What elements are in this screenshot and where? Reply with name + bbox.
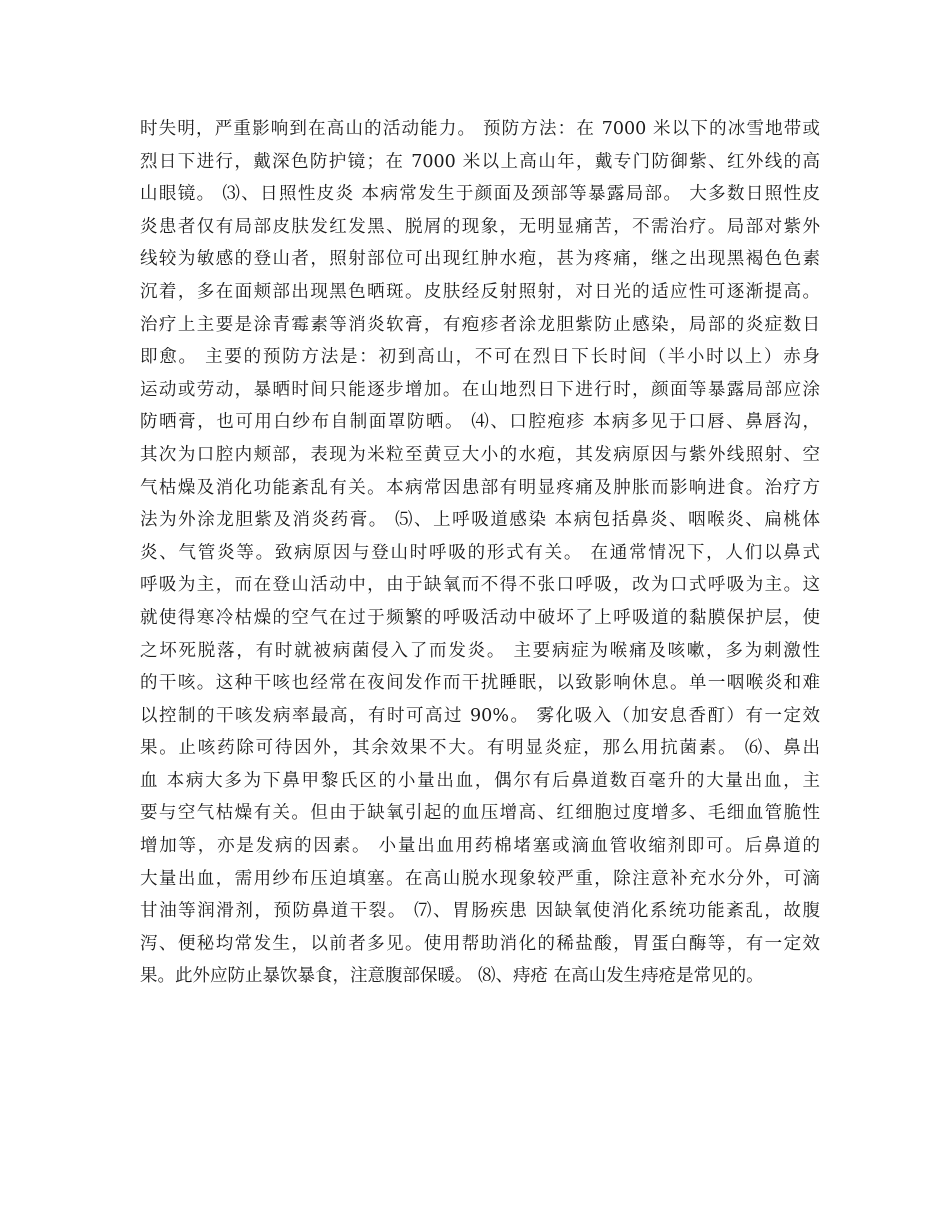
text-line: 果。此外应防止暴饮暴食，注意腹部保暖。 ⑻、痔疮 在高山发生痔疮是常见的。 xyxy=(140,966,764,987)
text-line: 山眼镜。 ⑶、日照性皮炎 本病常发生于颜面及颈部等暴露局部。 大多数日照性皮 xyxy=(140,184,820,205)
text-line: 炎、气管炎等。致病原因与登山时呼吸的形式有关。 在通常情况下，人们以鼻式 xyxy=(140,542,820,563)
text-line: 沉着，多在面颊部出现黑色晒斑。皮肤经反射照射，对日光的适应性可逐渐提高。 xyxy=(140,281,820,302)
text-line: 烈日下进行，戴深色防护镜；在 7000 米以上高山年，戴专门防御紫、红外线的高 xyxy=(140,151,820,172)
text-line: 甘油等润滑剂，预防鼻道干裂。 ⑺、胃肠疾患 因缺氧使消化系统功能紊乱，故腹 xyxy=(140,901,820,922)
text-line: 要与空气枯燥有关。但由于缺氧引起的血压增高、红细胞过度增多、毛细血管脆性 xyxy=(140,803,820,824)
text-line: 果。止咳药除可待因外，其余效果不大。有明显炎症，那么用抗菌素。 ⑹、鼻出 xyxy=(140,738,820,759)
text-line: 血 本病大多为下鼻甲黎氏区的小量出血，偶尔有后鼻道数百毫升的大量出血，主 xyxy=(140,770,820,791)
text-line: 线较为敏感的登山者，照射部位可出现红肿水疱，甚为疼痛，继之出现黑褐色色素 xyxy=(140,249,820,270)
text-line: 气枯燥及消化功能紊乱有关。本病常因患部有明显疼痛及肿胀而影响进食。治疗方 xyxy=(140,477,820,498)
text-line: 法为外涂龙胆紫及消炎药膏。 ⑸、上呼吸道感染 本病包括鼻炎、咽喉炎、扁桃体 xyxy=(140,510,820,531)
text-line: 呼吸为主，而在登山活动中，由于缺氧而不得不张口呼吸，改为口式呼吸为主。这 xyxy=(140,575,820,596)
text-line: 增加等，亦是发病的因素。 小量出血用药棉堵塞或滴血管收缩剂即可。后鼻道的 xyxy=(140,836,820,857)
text-line: 就使得寒冷枯燥的空气在过于频繁的呼吸活动中破坏了上呼吸道的黏膜保护层，使 xyxy=(140,607,820,628)
body-text xyxy=(140,113,820,993)
text-line: 即愈。 主要的预防方法是：初到高山，不可在烈日下长时间（半小时以上）赤身 xyxy=(140,347,820,368)
text-line: 运动或劳动，暴晒时间只能逐步增加。在山地烈日下进行时，颜面等暴露局部应涂 xyxy=(140,379,820,400)
text-line: 以控制的干咳发病率最高，有时可高过 90%。 雾化吸入（加安息香酊）有一定效 xyxy=(140,705,820,726)
text-line: 之坏死脱落，有时就被病菌侵入了而发炎。 主要病症为喉痛及咳嗽，多为刺激性 xyxy=(140,640,820,661)
text-line: 其次为口腔内颊部，表现为米粒至黄豆大小的水疱，其发病原因与紫外线照射、空 xyxy=(140,444,820,465)
text-line: 的干咳。这种干咳也经常在夜间发作而干扰睡眠，以致影响休息。单一咽喉炎和难 xyxy=(140,673,820,694)
text-line: 大量出血，需用纱布压迫填塞。在高山脱水现象较严重，除注意补充水分外，可滴 xyxy=(140,868,820,889)
text-line: 治疗上主要是涂青霉素等消炎软膏，有疱疹者涂龙胆紫防止感染，局部的炎症数日 xyxy=(140,314,820,335)
text-line: 泻、便秘均常发生，以前者多见。使用帮助消化的稀盐酸，胃蛋白酶等，有一定效 xyxy=(140,933,820,954)
text-line: 炎患者仅有局部皮肤发红发黑、脱屑的现象，无明显痛苦，不需治疗。局部对紫外 xyxy=(140,216,820,237)
text-line: 时失明，严重影响到在高山的活动能力。 预防方法：在 7000 米以下的冰雪地带或 xyxy=(140,119,820,139)
text-line: 防晒膏，也可用白纱布自制面罩防晒。 ⑷、口腔疱疹 本病多见于口唇、鼻唇沟， xyxy=(140,412,820,433)
